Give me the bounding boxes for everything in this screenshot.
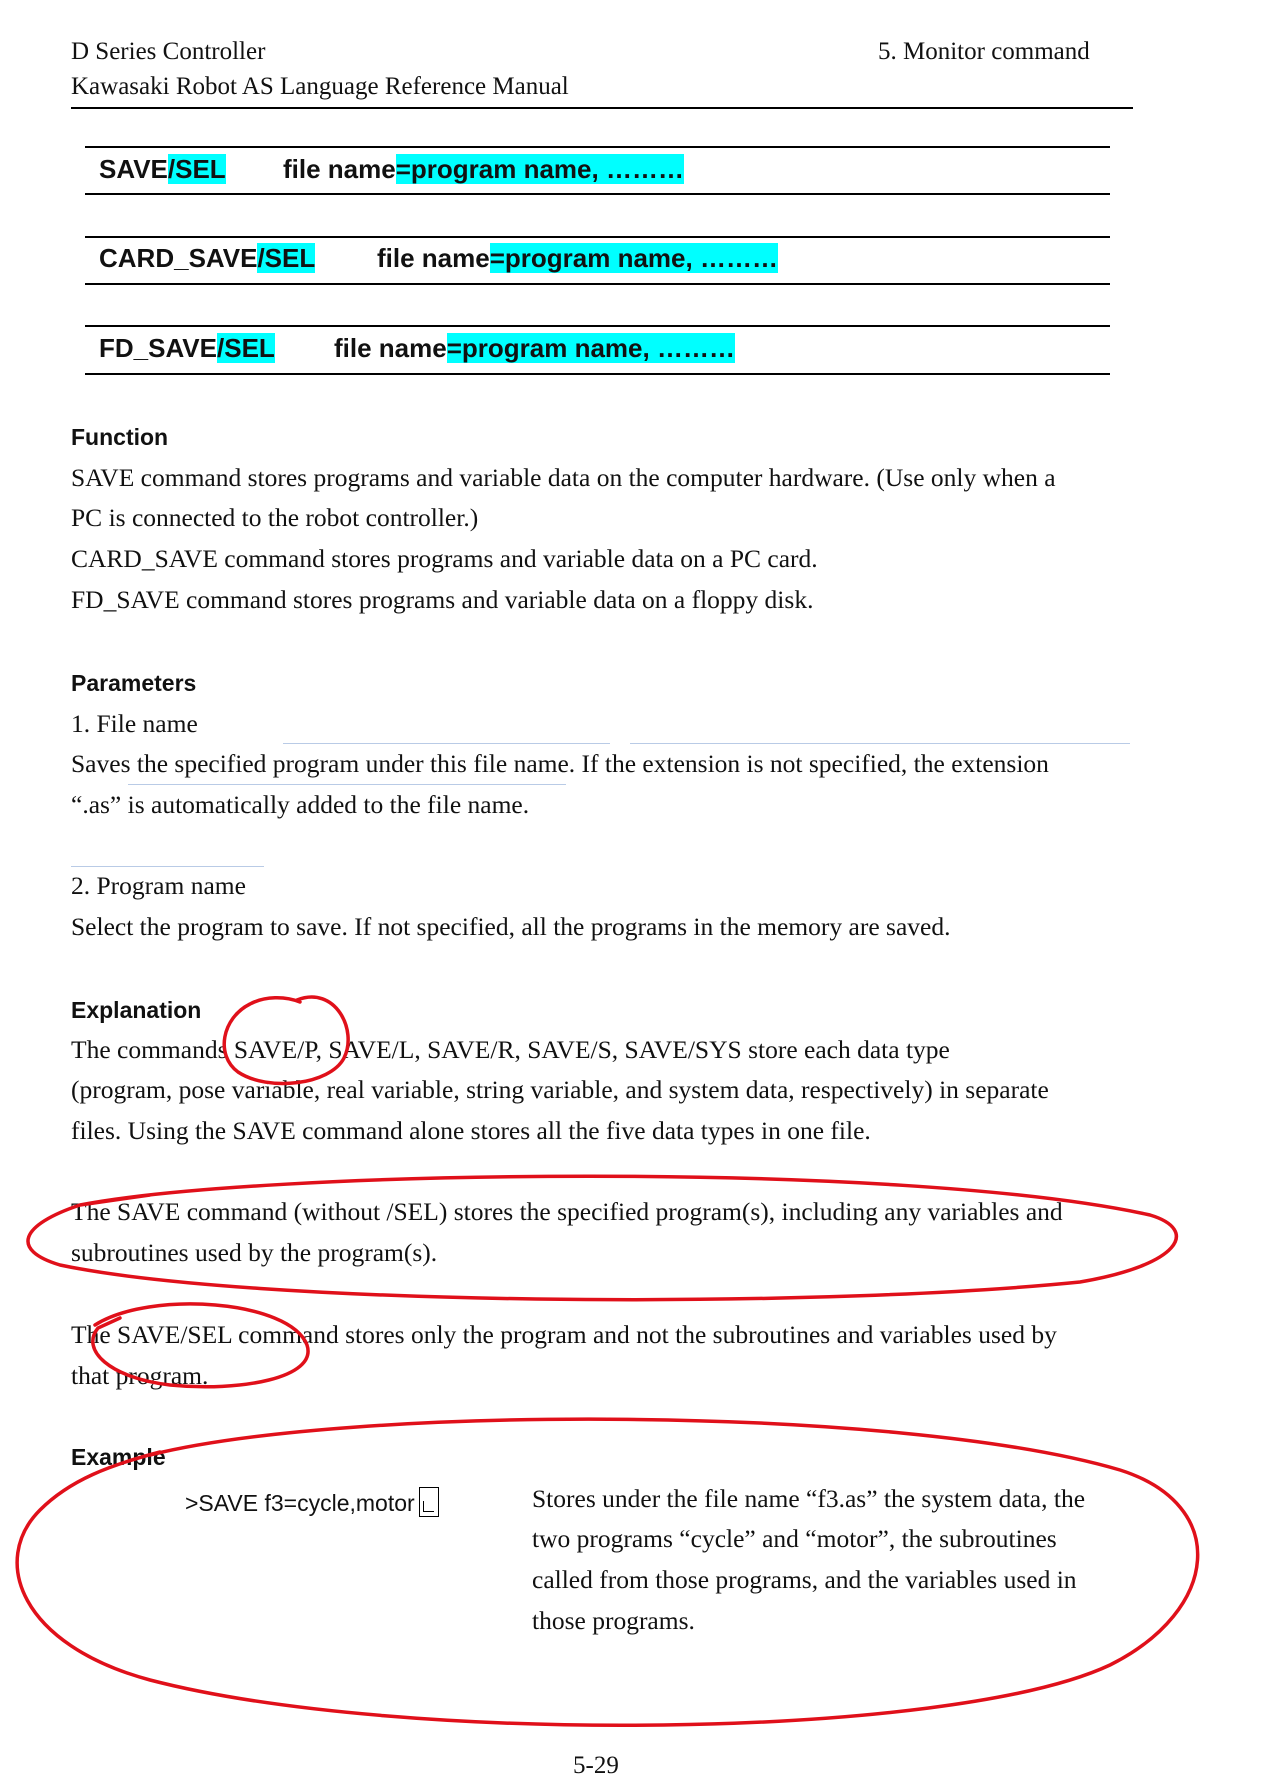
header-manual-title: Kawasaki Robot AS Language Reference Manual <box>71 73 569 100</box>
explanation-line: (program, pose variable, real variable, string variable, and system data, respectively) in separate <box>71 1075 1049 1104</box>
example-description-line: those programs. <box>532 1606 695 1635</box>
param-program-name-title: 2. Program name <box>71 871 246 900</box>
function-line: FD_SAVE command stores programs and variable data on a floppy disk. <box>71 585 814 614</box>
example-description-line: Stores under the file name “f3.as” the system data, the <box>532 1484 1086 1513</box>
param-file-name-title: 1. File name <box>71 709 198 738</box>
explanation-line: The SAVE/SEL command stores only the program and not the subroutines and variables used by <box>71 1320 1057 1349</box>
param-program-name-line: Select the program to save. If not specified, all the programs in the memory are saved. <box>71 912 951 941</box>
explanation-line: subroutines used by the program(s). <box>71 1238 438 1267</box>
explanation-line: files. Using the SAVE command alone stores all the five data types in one file. <box>71 1116 871 1145</box>
header-section: 5. Monitor command <box>878 38 1090 65</box>
example-heading: Example <box>71 1444 166 1470</box>
function-line: CARD_SAVE command stores programs and variable data on a PC card. <box>71 544 818 573</box>
param-file-name-line: Saves the specified program under this file name. If the extension is not specified, the extension <box>71 749 1049 778</box>
syntax-params: file name=program name, ……… <box>283 154 684 184</box>
function-line: SAVE command stores programs and variable data on the computer hardware. (Use only when a <box>71 463 1056 492</box>
explanation-heading: Explanation <box>71 997 202 1023</box>
explanation-line: that program. <box>71 1361 209 1390</box>
function-line: PC is connected to the robot controller.) <box>71 503 479 532</box>
param-file-name-line: “.as” is automatically added to the file name. <box>71 790 530 819</box>
parameters-heading: Parameters <box>71 670 197 696</box>
explanation-line: The commands SAVE/P, SAVE/L, SAVE/R, SAVE/S, SAVE/SYS store each data type <box>71 1035 950 1064</box>
function-heading: Function <box>71 424 169 450</box>
example-command: >SAVE f3=cycle,motor <box>185 1487 439 1517</box>
example-description-line: two programs “cycle” and “motor”, the subroutines <box>532 1524 1057 1553</box>
explanation-line: The SAVE command (without /SEL) stores the specified program(s), including any variables and <box>71 1197 1063 1226</box>
syntax-command: FD_SAVE/SEL <box>99 333 275 363</box>
syntax-params: file name=program name, ……… <box>377 243 778 273</box>
syntax-command: CARD_SAVE/SEL <box>99 243 316 273</box>
enter-key-icon <box>419 1487 439 1517</box>
syntax-params: file name=program name, ……… <box>334 333 735 363</box>
example-description-line: called from those programs, and the variables used in <box>532 1565 1077 1594</box>
header-rule <box>71 107 1133 109</box>
header-series: D Series Controller <box>71 38 266 65</box>
syntax-command: SAVE/SEL <box>99 154 226 184</box>
page-number: 5-29 <box>573 1752 619 1779</box>
